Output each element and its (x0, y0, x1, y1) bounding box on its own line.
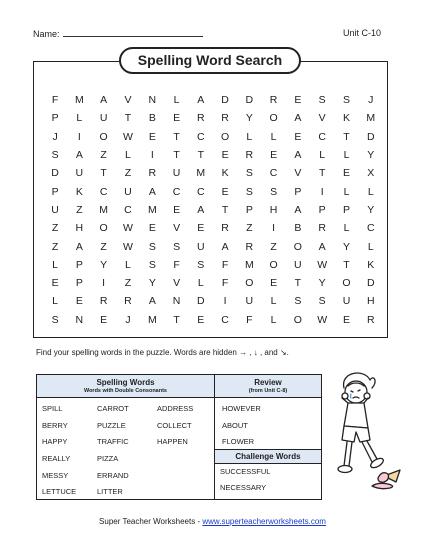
spelling-word: PUZZLE (97, 421, 126, 430)
grid-letter[interactable]: D (367, 130, 375, 143)
grid-letter[interactable]: P (294, 185, 302, 198)
grid-letter[interactable]: S (197, 258, 205, 271)
grid-letter[interactable]: O (293, 313, 302, 326)
grid-letter[interactable]: L (76, 112, 83, 125)
challenge-word: SUCCESSFUL (220, 467, 271, 476)
grid-letter[interactable]: J (368, 94, 374, 107)
spelling-word: HAPPEN (157, 437, 188, 446)
unit-label: Unit C-10 (343, 28, 382, 38)
spelling-word: ERRAND (97, 471, 129, 480)
word-search-grid (43, 91, 383, 329)
grid-letter[interactable]: E (294, 130, 302, 143)
grid-letter[interactable]: M (147, 203, 157, 216)
grid-letter[interactable]: I (102, 277, 106, 290)
grid-letter[interactable]: M (366, 112, 376, 125)
review-header (215, 375, 321, 398)
grid-letter[interactable]: L (367, 240, 374, 253)
grid-row (43, 237, 383, 255)
spelling-word: BERRY (42, 421, 68, 430)
review-word: ABOUT (222, 421, 248, 430)
grid-letter[interactable]: O (245, 277, 254, 290)
footer-prefix: Super Teacher Worksheets - (99, 517, 203, 526)
grid-letter[interactable]: Y (148, 277, 156, 290)
grid-letter[interactable]: Y (100, 258, 108, 271)
grid-letter[interactable]: V (173, 222, 181, 235)
grid-row (43, 256, 383, 274)
grid-letter[interactable]: F (221, 277, 229, 290)
grid-letter[interactable]: Y (318, 277, 326, 290)
grid-letter[interactable]: S (148, 240, 156, 253)
grid-row (43, 109, 383, 127)
grid-letter[interactable]: W (317, 313, 328, 326)
grid-letter[interactable]: L (246, 130, 253, 143)
page-title: Spelling Word Search (119, 47, 301, 74)
grid-letter[interactable]: Z (51, 222, 59, 235)
grid-letter[interactable]: E (221, 185, 229, 198)
grid-letter[interactable]: A (294, 149, 302, 162)
grid-letter[interactable]: U (342, 295, 351, 308)
grid-letter[interactable]: V (294, 167, 302, 180)
grid-letter[interactable]: L (125, 149, 131, 162)
grid-letter[interactable]: C (318, 130, 326, 143)
grid-letter[interactable]: N (148, 94, 157, 107)
grid-letter[interactable]: E (75, 295, 83, 308)
spelling-word: COLLECT (157, 421, 192, 430)
grid-row (43, 91, 383, 109)
grid-letter[interactable]: R (367, 313, 375, 326)
grid-letter[interactable]: C (367, 222, 375, 235)
grid-letter[interactable]: A (197, 203, 205, 216)
spelling-word: MESSY (42, 471, 69, 480)
grid-letter[interactable]: M (74, 94, 84, 107)
grid-row (43, 146, 383, 164)
grid-letter[interactable]: U (245, 295, 254, 308)
grid-letter[interactable]: M (244, 258, 254, 271)
grid-letter[interactable]: I (272, 222, 276, 235)
grid-letter[interactable]: B (148, 112, 156, 125)
grid-letter[interactable]: T (100, 167, 107, 180)
grid-letter[interactable]: U (197, 240, 205, 253)
grid-letter[interactable]: A (100, 94, 108, 107)
grid-letter[interactable]: K (342, 112, 350, 125)
grid-letter[interactable]: S (318, 94, 326, 107)
grid-letter[interactable]: J (52, 130, 58, 143)
grid-letter[interactable]: V (124, 94, 132, 107)
grid-letter[interactable]: Y (367, 149, 375, 162)
grid-letter[interactable]: N (172, 295, 181, 308)
grid-letter[interactable]: J (125, 313, 131, 326)
grid-letter[interactable]: E (342, 167, 350, 180)
grid-letter[interactable]: W (317, 258, 328, 271)
grid-letter[interactable]: Z (100, 240, 107, 253)
grid-letter[interactable]: E (342, 313, 350, 326)
grid-letter[interactable]: S (51, 313, 59, 326)
grid-letter[interactable]: F (173, 258, 180, 271)
grid-letter[interactable]: F (51, 94, 59, 107)
grid-letter[interactable]: L (270, 313, 277, 326)
grid-letter[interactable]: M (196, 167, 206, 180)
grid-letter[interactable]: P (51, 185, 59, 198)
grid-letter[interactable]: D (51, 167, 59, 180)
grid-letter[interactable]: C (269, 167, 278, 180)
grid-letter[interactable]: L (125, 258, 131, 271)
grid-letter[interactable]: A (318, 240, 326, 253)
grid-letter[interactable]: T (343, 258, 350, 271)
grid-letter[interactable]: C (99, 185, 108, 198)
grid-letter[interactable]: E (100, 313, 108, 326)
grid-letter[interactable]: E (173, 112, 181, 125)
grid-letter[interactable]: Z (270, 240, 277, 253)
grid-letter[interactable]: U (75, 167, 84, 180)
grid-letter[interactable]: T (221, 203, 229, 216)
spelling-word: REALLY (42, 454, 71, 463)
grid-letter[interactable]: C (221, 313, 229, 326)
grid-letter[interactable]: E (51, 277, 59, 290)
challenge-heading: Challenge Words (215, 449, 321, 464)
grid-letter[interactable]: D (197, 295, 205, 308)
grid-letter[interactable]: E (197, 222, 205, 235)
grid-letter[interactable]: E (270, 277, 278, 290)
grid-letter[interactable]: L (52, 258, 58, 271)
grid-letter[interactable]: R (221, 222, 229, 235)
grid-letter[interactable]: B (294, 222, 302, 235)
grid-letter[interactable]: L (343, 222, 350, 235)
grid-letter[interactable]: R (124, 295, 132, 308)
grid-letter[interactable]: R (221, 112, 229, 125)
grid-letter[interactable]: F (246, 313, 253, 326)
grid-letter[interactable]: D (245, 94, 254, 107)
grid-letter[interactable]: Z (124, 277, 132, 290)
grid-letter[interactable]: L (319, 149, 326, 162)
grid-letter[interactable]: E (197, 313, 205, 326)
grid-letter[interactable]: E (294, 94, 302, 107)
grid-letter[interactable]: R (245, 149, 254, 162)
grid-row (43, 311, 383, 329)
grid-letter[interactable]: P (245, 203, 253, 216)
grid-letter[interactable]: M (99, 203, 108, 216)
grid-letter[interactable]: S (245, 167, 253, 180)
grid-letter[interactable]: Z (100, 149, 107, 162)
grid-letter[interactable]: V (318, 112, 326, 125)
grid-letter[interactable]: T (197, 149, 205, 162)
grid-letter[interactable]: O (269, 258, 278, 271)
grid-letter[interactable]: O (342, 277, 351, 290)
grid-letter[interactable]: P (75, 277, 83, 290)
grid-letter[interactable]: T (173, 313, 180, 326)
grid-letter[interactable]: A (221, 240, 229, 253)
review-word: HOWEVER (222, 404, 261, 413)
grid-letter[interactable]: T (294, 277, 302, 290)
grid-letter[interactable]: E (148, 130, 156, 143)
grid-letter[interactable]: I (223, 295, 227, 308)
grid-letter[interactable]: T (124, 112, 132, 125)
grid-row (43, 219, 383, 237)
grid-letter[interactable]: P (342, 203, 350, 216)
grid-letter[interactable]: A (75, 240, 83, 253)
grid-letter[interactable]: I (77, 130, 81, 143)
grid-letter[interactable]: S (294, 295, 302, 308)
grid-letter[interactable]: E (270, 149, 278, 162)
grid-letter[interactable]: D (221, 94, 229, 107)
grid-letter[interactable]: L (197, 277, 204, 290)
grid-letter[interactable]: I (150, 149, 154, 162)
grid-letter[interactable]: A (197, 94, 205, 107)
spelling-word: SPILL (42, 404, 63, 413)
review-subheading: (from Unit C-8) (248, 388, 288, 394)
grid-letter[interactable]: S (270, 185, 278, 198)
grid-letter[interactable]: O (269, 112, 278, 125)
grid-letter[interactable]: H (269, 203, 278, 216)
grid-letter[interactable]: O (99, 130, 108, 143)
grid-letter[interactable]: P (51, 112, 59, 125)
grid-letter[interactable]: K (75, 185, 83, 198)
grid-letter[interactable]: W (123, 240, 133, 253)
grid-letter[interactable]: K (367, 258, 375, 271)
grid-letter[interactable]: L (270, 130, 277, 143)
grid-letter[interactable]: A (75, 149, 83, 162)
grid-letter[interactable]: M (147, 313, 157, 326)
grid-letter[interactable]: A (148, 295, 156, 308)
grid-letter[interactable]: O (293, 240, 302, 253)
grid-letter[interactable]: Z (51, 240, 59, 253)
grid-letter[interactable]: Y (245, 112, 253, 125)
grid-letter[interactable]: L (343, 149, 350, 162)
grid-letter[interactable]: W (123, 222, 133, 235)
grid-letter[interactable]: T (173, 130, 180, 143)
grid-letter[interactable]: F (221, 258, 229, 271)
grid-letter[interactable]: P (75, 258, 83, 271)
grid-letter[interactable]: S (318, 295, 326, 308)
grid-letter[interactable]: L (173, 94, 180, 107)
spelling-word: LITTER (97, 487, 123, 496)
grid-letter[interactable]: U (294, 258, 302, 271)
footer-link[interactable]: www.superteacherworksheets.com (202, 517, 326, 526)
grid-letter[interactable]: N (75, 313, 84, 326)
grid-letter[interactable]: C (197, 185, 205, 198)
grid-letter[interactable]: Y (367, 203, 375, 216)
grid-letter[interactable]: L (270, 295, 277, 308)
grid-letter[interactable]: T (318, 167, 326, 180)
spelling-words-header (37, 375, 214, 398)
grid-letter[interactable]: P (318, 203, 326, 216)
instructions: Find your spelling words in the puzzle. Words are hidden → , ↓ , and ↘. (36, 348, 289, 357)
grid-row (43, 164, 383, 182)
spelling-word: HAPPY (42, 437, 68, 446)
grid-row (43, 201, 383, 219)
grid-letter[interactable]: Z (76, 203, 83, 216)
grid-letter[interactable]: U (124, 185, 132, 198)
grid-letter[interactable]: V (173, 277, 181, 290)
grid-letter[interactable]: X (367, 167, 375, 180)
grid-letter[interactable]: R (318, 222, 326, 235)
spelling-words-heading: Spelling Words (96, 378, 155, 387)
grid-letter[interactable]: H (75, 222, 84, 235)
grid-letter[interactable]: C (124, 203, 132, 216)
grid-letter[interactable]: R (245, 240, 254, 253)
name-label: Name: (33, 29, 60, 39)
grid-letter[interactable]: A (148, 185, 156, 198)
grid-letter[interactable]: O (220, 130, 230, 143)
grid-row (43, 274, 383, 292)
grid-letter[interactable]: Z (124, 167, 132, 180)
name-field[interactable] (33, 28, 203, 39)
grid-letter[interactable]: E (173, 203, 181, 216)
grid-letter[interactable]: A (294, 203, 302, 216)
grid-letter[interactable]: U (172, 167, 181, 180)
grid-letter[interactable]: E (221, 149, 229, 162)
grid-letter[interactable]: T (173, 149, 180, 162)
grid-letter[interactable]: S (51, 149, 59, 162)
name-line (63, 28, 203, 37)
spelling-word: TRAFFIC (97, 437, 129, 446)
grid-row (43, 128, 383, 146)
grid-letter[interactable]: C (172, 185, 181, 198)
grid-letter[interactable]: R (197, 112, 205, 125)
grid-letter[interactable]: R (99, 295, 108, 308)
grid-letter[interactable]: S (173, 240, 181, 253)
grid-letter[interactable]: R (269, 94, 278, 107)
grid-letter[interactable]: W (123, 130, 133, 143)
grid-letter[interactable]: U (99, 112, 108, 125)
spelling-word: PIZZA (97, 454, 119, 463)
grid-row (43, 292, 383, 310)
grid-letter[interactable]: R (148, 167, 157, 180)
grid-letter[interactable]: U (51, 203, 59, 216)
grid-letter[interactable]: K (221, 167, 229, 180)
grid-letter[interactable]: H (367, 295, 375, 308)
spelling-words-subheading: Words with Double Consonants (83, 388, 167, 394)
spelling-word: CARROT (97, 404, 129, 413)
grid-letter[interactable]: S (245, 185, 253, 198)
grid-letter[interactable]: D (367, 277, 375, 290)
challenge-word: NECESSARY (220, 483, 267, 492)
grid-row (43, 182, 383, 200)
grid-letter[interactable]: L (52, 295, 58, 308)
grid-letter[interactable]: S (148, 258, 156, 271)
grid-letter[interactable]: Y (342, 240, 350, 253)
grid-letter[interactable]: Z (246, 222, 253, 235)
grid-letter[interactable]: L (343, 185, 350, 198)
grid-letter[interactable]: I (320, 185, 324, 198)
grid-letter[interactable]: L (367, 185, 374, 198)
review-heading: Review (254, 378, 282, 387)
grid-letter[interactable]: A (294, 112, 302, 125)
footer (0, 517, 425, 526)
spelling-word: ADDRESS (157, 404, 194, 413)
review-word: FLOWER (222, 437, 255, 446)
grid-letter[interactable]: C (197, 130, 205, 143)
grid-letter[interactable]: T (343, 130, 350, 143)
grid-letter[interactable]: E (148, 222, 156, 235)
spelling-word: LETTUCE (42, 487, 77, 496)
child-ice-cream-illustration (326, 366, 406, 506)
grid-letter[interactable]: S (342, 94, 350, 107)
grid-letter[interactable]: O (99, 222, 108, 235)
